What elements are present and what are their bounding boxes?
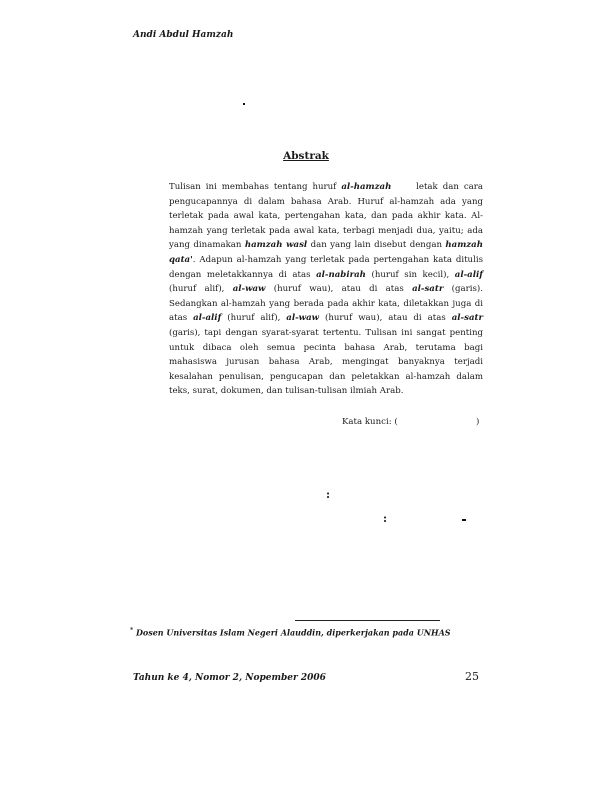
footnote-rule [295,620,440,621]
term-alif: al-alif [454,269,483,280]
term-hamzah-qata: hamzah qata' [169,240,483,265]
stray-colon-mark: : [326,488,331,501]
keywords-close: ) [476,417,480,427]
term-nabirah: al-nabirah [316,269,366,280]
term-hamzah: al-hamzah [341,182,392,192]
abstract-body [169,180,486,399]
footer-issue: Tahun ke 4, Nomor 2, Nopember 2006 [133,673,326,683]
term-hamzah-wasl: hamzah wasl [244,240,308,251]
keywords-label: Kata kunci: ( [342,417,398,427]
term-satr: al-satr [412,284,444,295]
term-waw-2: al-waw [286,313,320,324]
stray-dash-mark [462,519,466,521]
footnote-marker: * [130,627,134,634]
abstract-paragraph: Tulisan ini membahas tentang huruf al-hamzah letak dan cara pengucapannya di dalam bahasa Arab. Huruf al-hamzah ada yang terletak pada awal kata, pertengahan kata, dan pada akhir kata. Al-hamzah yang terletak pada awal kata, terbagi menjadi dua, yaitu; ada yang dinamakan hamzah wasl dan yang lain disebut dengan hamzah qata'. Adapun al-hamzah yang terletak pada pertengahan kata ditulis dengan meletakkannya di atas al-nabirah (huruf sin kecil), al-alif (huruf alif), al-waw (huruf wau), atau di atas al-satr (garis). Sedangkan al-hamzah yang berada pada akhir kata, diletakkan juga di atas al-alif (huruf alif), al-waw (huruf wau), atau di atas al-satr (garis), tapi dengan syarat-syarat tertentu. Tulisan ini sangat penting untuk dibaca oleh semua pecinta bahasa Arab, terutama bagi mahasiswa jurusan bahasa Arab, mengingat banyaknya terjadi kesalahan penulisan, pengucapan dan peletakkan al-hamzah dalam teks, surat, dokumen, dan tulisan-tulisan ilmiah Arab. [169,182,486,397]
stray-mark [243,103,245,105]
page-number: 25 [465,670,479,683]
stray-colon-mark-2: : [383,512,388,525]
abstract-title: Abstrak [283,150,329,162]
term-waw: al-waw [232,284,266,295]
term-alif-2: al-alif [193,313,222,324]
term-satr-2: al-satr [451,313,484,324]
footnote-text: Dosen Universitas Islam Negeri Alauddin, diperkerjakan pada UNHAS [135,627,451,638]
footnote [130,627,451,638]
running-header-author: Andi Abdul Hamzah [133,30,234,40]
